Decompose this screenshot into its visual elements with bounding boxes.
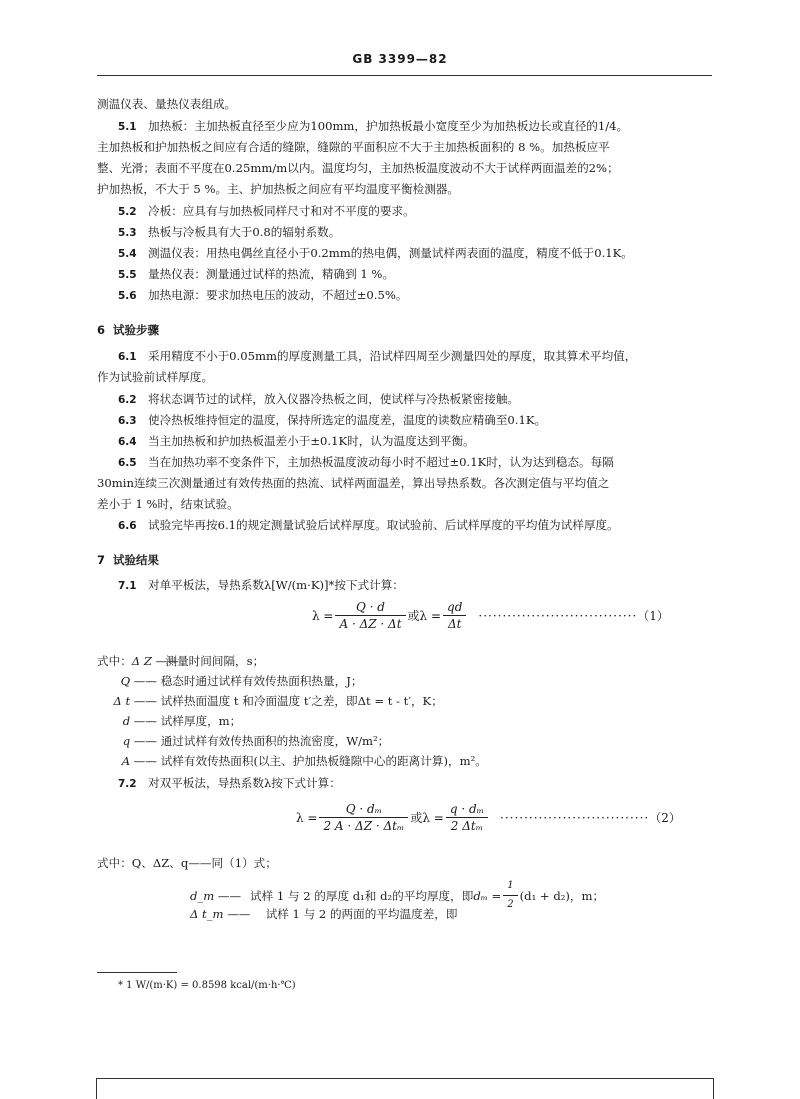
where-row	[97, 713, 241, 729]
clause-text: 将状态调节过的试样，放入仪器冷热板之间，使试样与冷热板紧密接触。	[148, 392, 520, 406]
eq-half	[503, 878, 517, 913]
clause-5-1	[118, 118, 628, 135]
var-desc: 试样 1 与 2 的厚度 d₁和 d₂的平均厚度，即	[250, 888, 474, 903]
eq-leader-dots: ·······························	[500, 810, 650, 825]
clause-number: 5.1	[118, 121, 137, 133]
clause-number: 7.2	[118, 778, 137, 790]
clause-text: 加热电源：要求加热电压的波动，不超过±0.5%。	[148, 288, 408, 302]
var-desc: 试样厚度，m；	[160, 714, 242, 728]
clause-6-6	[118, 517, 619, 534]
eq-fraction	[319, 802, 408, 833]
where-row	[190, 906, 458, 922]
var-desc: 试样有效传热面积(以主、护加热板缝隙中心的距离计算)，m²。	[160, 754, 487, 768]
eq-lhs: λ =	[312, 608, 334, 623]
clause-number: 5.3	[118, 227, 137, 239]
where-label: 式中：	[97, 654, 132, 668]
clause-5-3	[118, 224, 340, 241]
eq-label: （2）	[649, 811, 681, 825]
eq-denominator: Δt	[447, 617, 462, 631]
clause-text: 量热仪表：测量通过试样的热流，精确到 1 %。	[148, 267, 395, 281]
where-row	[97, 733, 389, 749]
eq-fraction	[443, 600, 466, 631]
var-desc: 稳态时通过试样有效传热面积热量，J；	[160, 674, 363, 688]
eq-numerator: Q · dₘ	[319, 802, 408, 818]
where-row	[97, 693, 443, 709]
clause-number: 5.2	[118, 206, 137, 218]
var-symbol: Δ Z ——	[131, 654, 179, 668]
eq-fraction	[446, 802, 488, 833]
var-symbol: Δ t ——	[113, 694, 157, 708]
text-line: 整、光滑；表面不平度在0.25mm/m以内。温度均匀，主加热板温度波动不大于试样两面温差的2%；	[97, 161, 619, 175]
page-header: GB 3399—82	[352, 52, 448, 66]
eq-fraction	[335, 600, 405, 631]
clause-number: 6.5	[118, 457, 137, 469]
clause-number: 6.6	[118, 520, 137, 532]
clause-text: 测温仪表：用热电偶丝直径小于0.2mm的热电偶，测量试样两表面的温度，精度不低于0.1K。	[148, 246, 633, 260]
where-row	[97, 653, 264, 669]
clause-text: 当在加热功率不变条件下，主加热板温度波动每小时不超过±0.1K时，认为达到稳态。每隔	[148, 455, 614, 469]
text-line: 作为试验前试样厚度。	[97, 370, 213, 384]
clause-6-5	[118, 454, 614, 471]
eq-denominator: A · ΔZ · Δt	[339, 617, 402, 631]
section-title: 试验结果	[113, 553, 160, 567]
clause-text: 对双平板法，导热系数λ按下式计算：	[148, 776, 341, 790]
clause-text: 热板与冷板具有大于0.8的辐射系数。	[148, 225, 341, 239]
clause-text: 使冷热板维持恒定的温度，保持所选定的温度差，温度的读数应精确至0.1K。	[148, 413, 547, 427]
clause-5-4	[118, 245, 633, 262]
header-rule	[97, 75, 712, 76]
var-symbol: Δ t_m ——	[190, 907, 251, 921]
eq-numerator: qd	[443, 600, 466, 616]
clause-number: 5.5	[118, 269, 137, 281]
text-line: 30min连续三次测量通过有效传热面的热流、试样两面温差，算出导热系数。各次测定值与平均值之	[97, 476, 610, 490]
eq-inline: dₘ =	[473, 888, 502, 903]
var-desc: 测量时间间隔，s；	[165, 654, 265, 668]
eq-lhs: λ =	[296, 810, 318, 825]
text-line: 护加热板，不大于 5 %。主、护加热板之间应有平均温度平衡检测器。	[97, 182, 459, 196]
clause-text: 加热板：主加热板直径至少应为100mm，护加热板最小宽度至少为加热板边长或直径的1/4。	[148, 119, 629, 133]
eq-or: 或λ =	[407, 609, 442, 623]
clause-5-5	[118, 266, 394, 283]
equation-2	[296, 802, 681, 833]
where-row	[97, 673, 362, 689]
equation-1	[312, 600, 669, 631]
clause-5-2	[118, 203, 415, 220]
clause-7-1	[118, 577, 404, 594]
eq-denominator: 2 Δtₘ	[450, 819, 484, 833]
where-row	[97, 753, 487, 769]
var-symbol: d_m ——	[190, 888, 242, 903]
clause-number: 6.4	[118, 436, 137, 448]
text-line: 主加热板和护加热板之间应有合适的缝隙，缝隙的平面积应不大于主加热板面积的 8 %。加热板应平	[97, 140, 610, 154]
clause-6-1	[118, 348, 636, 365]
var-desc: 试样热面温度 t 和冷面温度 t′之差，即Δt = t - t′，K；	[160, 694, 443, 708]
eq-leader-dots: ·································	[478, 608, 638, 623]
where-row: 式中：Q、ΔZ、q——同（1）式；	[97, 856, 277, 870]
eq-label: （1）	[637, 609, 669, 623]
var-symbol: q ——	[122, 734, 157, 748]
section-number: 6	[97, 323, 106, 337]
eq-inline-rest: (d₁ + d₂)，m；	[519, 888, 605, 903]
clause-text: 冷板：应具有与加热板同样尺寸和对不平度的要求。	[148, 204, 415, 218]
clause-6-4	[118, 433, 475, 450]
section-title: 试验步骤	[113, 323, 160, 337]
clause-number: 6.3	[118, 415, 137, 427]
footnote-rule	[97, 972, 177, 973]
clause-6-2	[118, 391, 519, 408]
clause-text: 对单平板法，导热系数λ[W/(m·K)]*按下式计算：	[148, 578, 404, 592]
clause-5-6	[118, 287, 407, 304]
eq-denominator: 2 A · ΔZ · Δtₘ	[323, 819, 405, 833]
eq-numerator: 1	[503, 878, 517, 896]
section-7-heading	[97, 552, 159, 568]
clause-number: 6.1	[118, 351, 137, 363]
footnote: * 1 W/(m·K) = 0.8598 kcal/(m·h·℃)	[118, 980, 296, 991]
section-6-heading	[97, 322, 159, 338]
clause-7-2	[118, 775, 341, 792]
eq-numerator: Q · d	[335, 600, 405, 616]
clause-text: 当主加热板和护加热板温差小于±0.1K时，认为温度达到平衡。	[148, 434, 475, 448]
section-number: 7	[97, 553, 106, 567]
var-desc: 试样 1 与 2 的两面的平均温度差，即	[265, 907, 458, 921]
clause-text: 试验完毕再按6.1的规定测量试验后试样厚度。取试验前、后试样厚度的平均值为试样厚度。	[148, 518, 619, 532]
eq-or: 或λ =	[410, 811, 444, 825]
clause-number: 6.2	[118, 394, 137, 406]
text-line: 测温仪表、量热仪表组成。	[97, 97, 237, 111]
var-symbol: A ——	[121, 754, 157, 768]
clause-number: 5.4	[118, 248, 137, 260]
text-line: 差小于 1 %时，结束试验。	[97, 497, 239, 511]
var-desc: 通过试样有效传热面积的热流密度，W/m²；	[160, 734, 390, 748]
var-symbol: Q ——	[120, 674, 157, 688]
page-bottom-frame	[96, 1078, 714, 1099]
eq-numerator: q · dₘ	[446, 802, 488, 818]
var-symbol: d ——	[122, 714, 157, 728]
eq-denominator: 2	[507, 899, 514, 910]
clause-number: 5.6	[118, 290, 137, 302]
clause-number: 7.1	[118, 580, 137, 592]
clause-6-3	[118, 412, 546, 429]
clause-text: 采用精度不小于0.05mm的厚度测量工具，沿试样四周至少测量四处的厚度，取其算术平均值，	[148, 349, 637, 363]
